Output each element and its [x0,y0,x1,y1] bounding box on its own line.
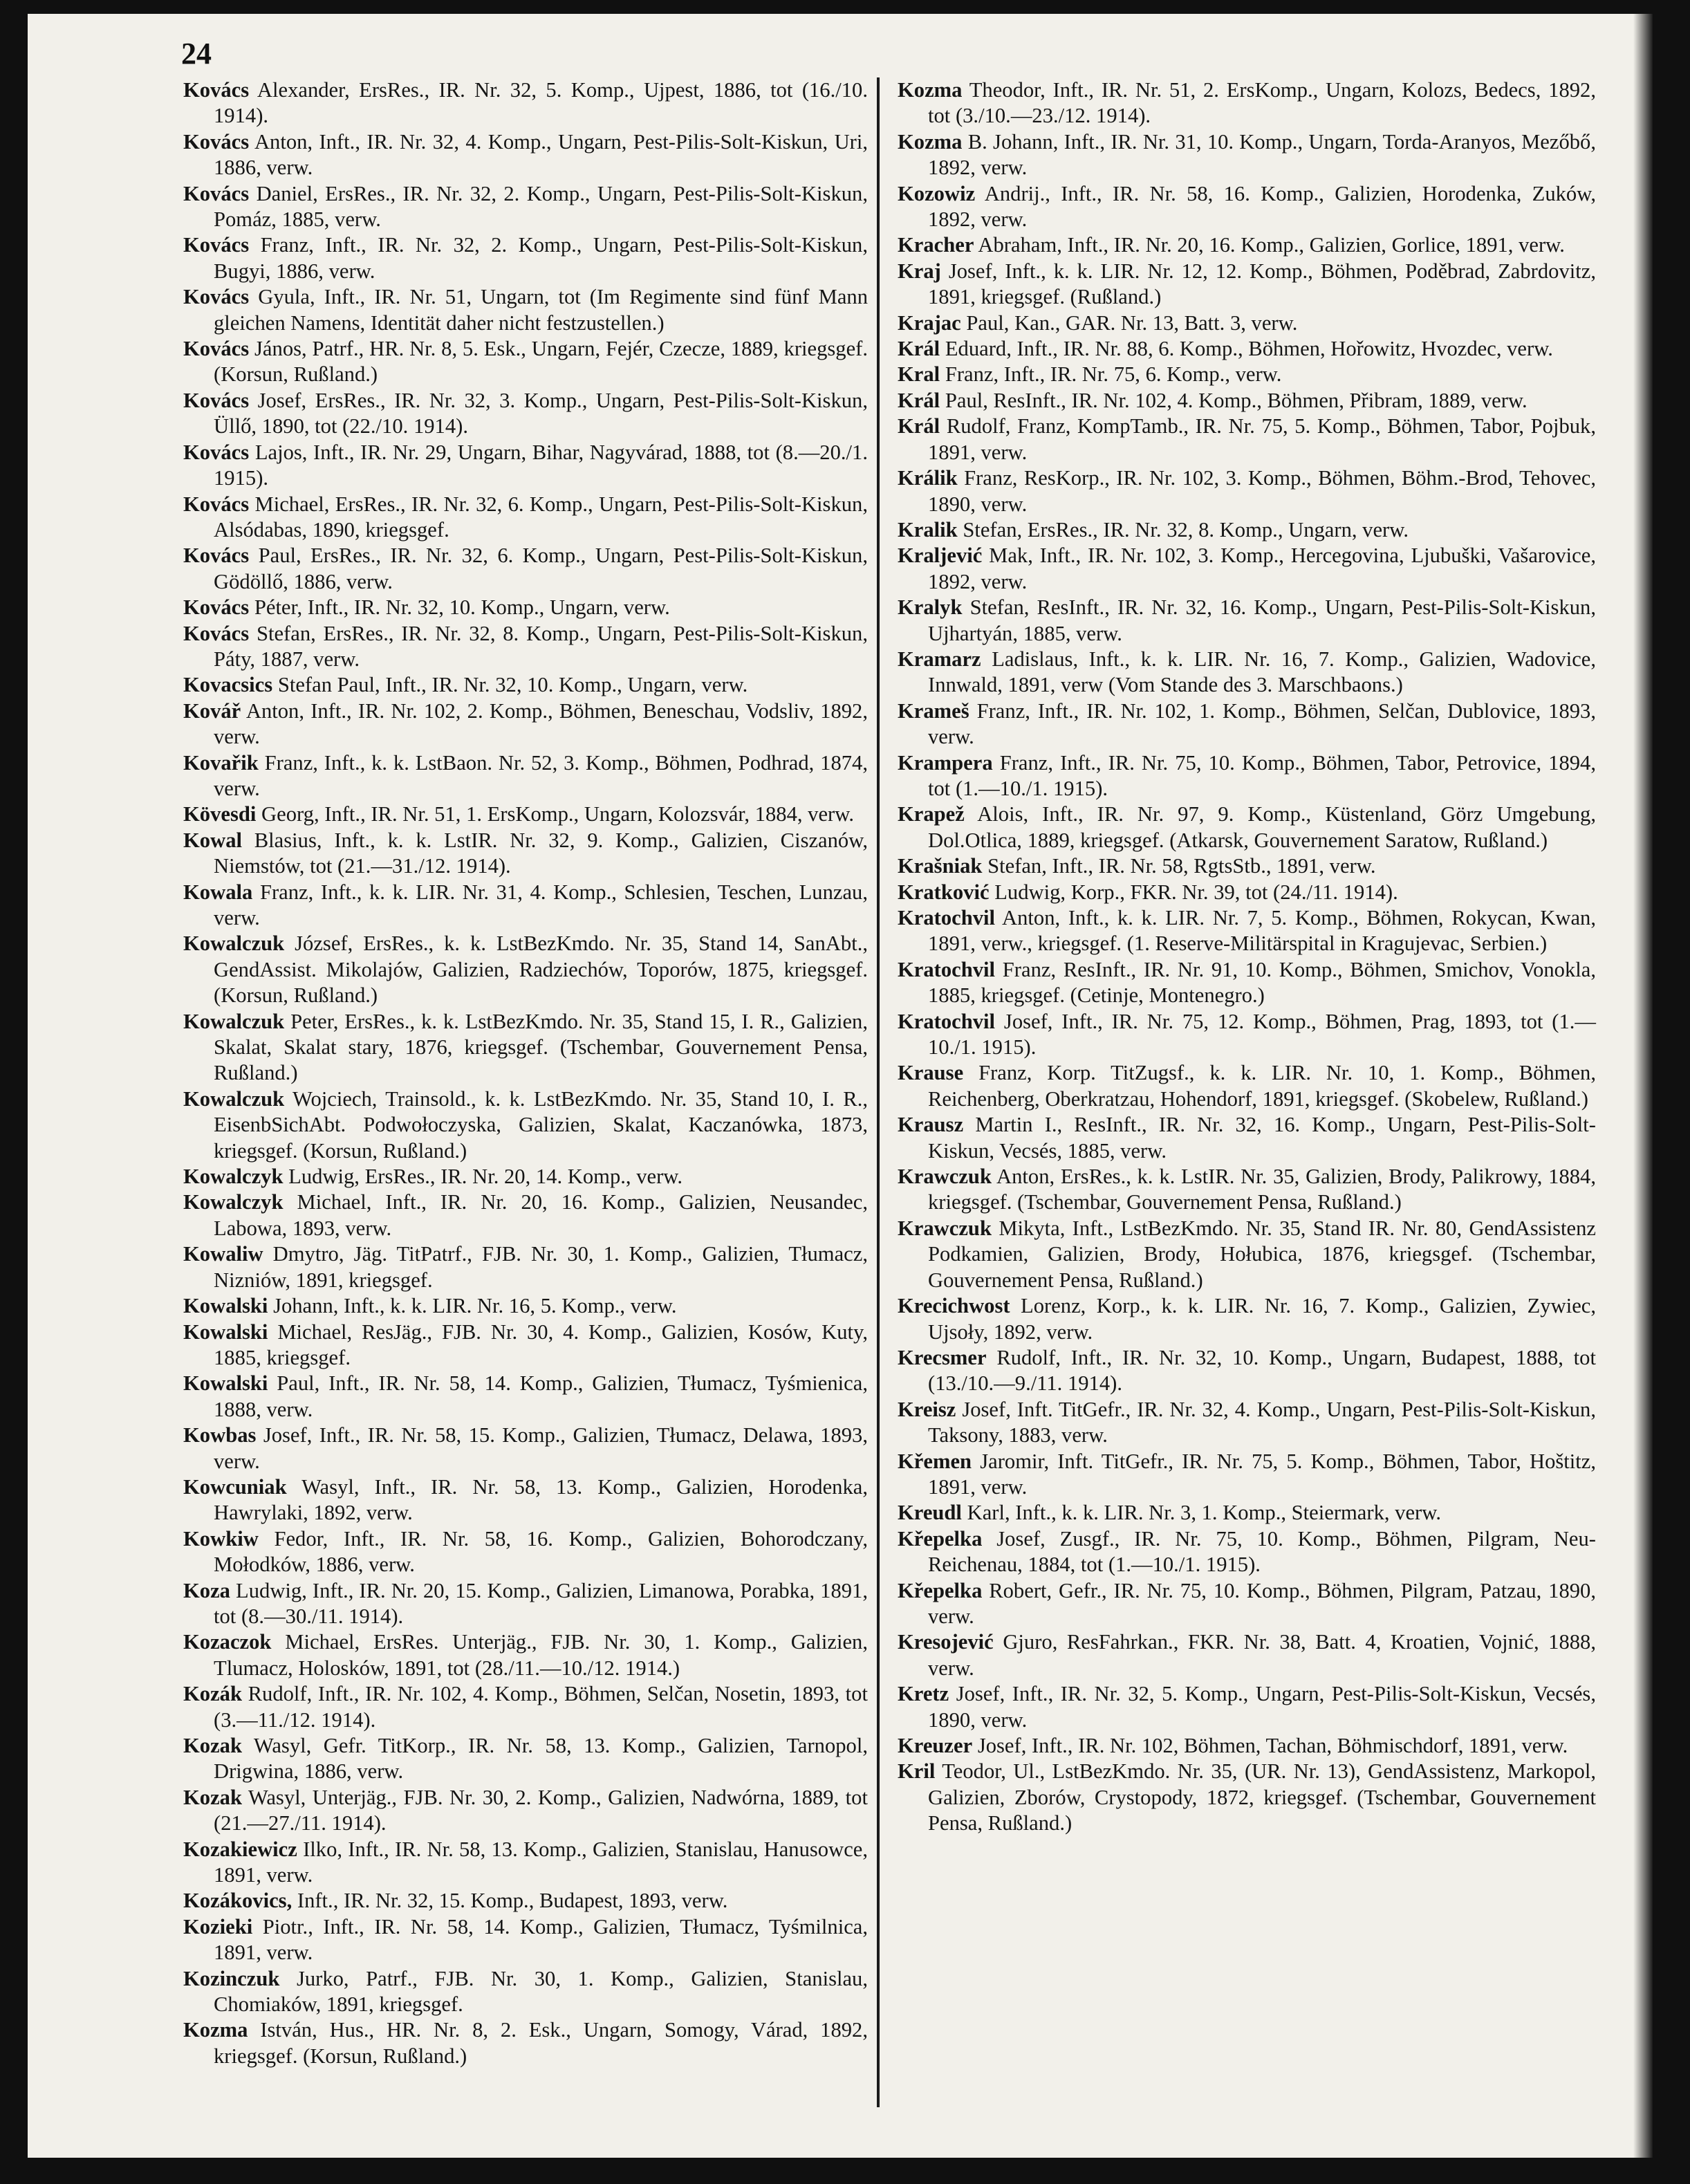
entry-surname: Kozinczuk [183,1966,280,1990]
right-column [898,77,1596,1837]
casualty-entry [183,336,868,388]
casualty-entry [898,1733,1596,1759]
entry-details: Blasius, Inft., k. k. LstIR. Nr. 32, 9. Komp., Galizien, Ciszanów, Niemstów, tot (21.—31./12. 1914). [214,828,868,878]
entry-surname: Kozma [898,78,963,102]
entry-details: Stefan, ErsRes., IR. Nr. 32, 8. Komp., Ungarn, verw. [963,517,1409,542]
entry-details: Alois, Inft., IR. Nr. 97, 9. Komp., Küstenland, Görz Umgebung, Dol.Otlica, 1889, kriegsgef. (Atkarsk, Gouvernement Saratow, Rußland.) [928,802,1596,852]
casualty-entry [183,1733,868,1785]
casualty-entry [898,1293,1596,1345]
binding-shadow [1633,14,1653,2158]
casualty-entry [898,1060,1596,1112]
left-column [183,77,868,2069]
entry-surname: Kovács [183,129,250,154]
entry-details: Teodor, Ul., LstBezKmdo. Nr. 35, (UR. Nr. 13), GendAssistenz, Markopol, Galizien, Zborów, Crystopody, 1872, kriegsgef. (Tschembar, Gouvernement Pensa, Rußland.) [928,1759,1596,1835]
entry-surname: Krapež [898,802,965,826]
entry-details: Josef, Inft. TitGefr., IR. Nr. 32, 4. Komp., Ungarn, Pest-Pilis-Solt-Kiskun, Taksony, 1883, verw. [928,1397,1596,1447]
entry-details: Ludwig, ErsRes., IR. Nr. 20, 14. Komp., verw. [288,1165,683,1189]
entry-details: Michael, ErsRes. Unterjäg., FJB. Nr. 30, 1. Komp., Galizien, Tlumacz, Holosków, 1891, tot (28./11.—10./12. 1914.) [214,1630,868,1680]
entry-details: Wojciech, Trainsold., k. k. LstBezKmdo. Nr. 35, Stand 10, I. R., EisenbSichAbt. Podwołoczyska, Galizien, Skalat, Kaczanówka, 1873, kriegsgef. (Korsun, Rußland.) [214,1086,868,1163]
entry-details: Josef, ErsRes., IR. Nr. 32, 3. Komp., Ungarn, Pest-Pilis-Solt-Kiskun, Üllő, 1890, tot (22./10. 1914). [214,388,868,438]
entry-details: Fedor, Inft., IR. Nr. 58, 16. Komp., Galizien, Bohorodczany, Mołodków, 1886, verw. [214,1526,868,1577]
entry-details: Rudolf, Inft., IR. Nr. 102, 4. Komp., Böhmen, Selčan, Nosetin, 1893, tot (3.—11./12. 1914). [214,1682,868,1732]
casualty-entry [183,129,868,181]
entry-surname: Král [898,337,940,361]
entry-details: Franz, Inft., k. k. LstBaon. Nr. 52, 3. Komp., Böhmen, Podhrad, 1874, verw. [214,750,868,800]
entry-surname: Kretz [898,1682,949,1706]
entry-surname: Král [898,414,940,438]
entry-surname: Kratochvil [898,906,996,929]
entry-details: Abraham, Inft., IR. Nr. 20, 16. Komp., Galizien, Gorlice, 1891, verw. [978,233,1565,257]
entry-details: Paul, ErsRes., IR. Nr. 32, 6. Komp., Ungarn, Pest-Pilis-Solt-Kiskun, Gödöllő, 1886, verw. [214,544,868,593]
entry-surname: Kowaliw [183,1242,263,1266]
casualty-entry [183,1371,868,1423]
casualty-entry [183,1526,868,1578]
casualty-entry [183,1241,868,1293]
casualty-entry [898,647,1596,698]
entry-surname: Kozieki [183,1914,253,1938]
entry-surname: Kraj [898,259,941,283]
entry-surname: Kozowiz [898,181,976,205]
casualty-entry [183,880,868,932]
entry-details: Ilko, Inft., IR. Nr. 58, 13. Komp., Galizien, Stanislau, Hanusowce, 1891, verw. [214,1837,869,1887]
entry-surname: Kracher [898,233,974,257]
casualty-entry [183,1966,868,2018]
entry-details: Andrij., Inft., IR. Nr. 58, 16. Komp., Galizien, Horodenka, Zuków, 1892, verw. [928,181,1596,232]
entry-details: Wasyl, Inft., IR. Nr. 58, 13. Komp., Galizien, Horodenka, Hawrylaki, 1892, verw. [214,1474,868,1525]
casualty-entry [183,388,868,440]
entry-surname: Krameš [898,698,969,723]
entry-surname: Kovář [183,698,241,723]
casualty-entry [183,1320,868,1371]
casualty-entry [183,1837,868,1889]
entry-details: Ludwig, Korp., FKR. Nr. 39, tot (24./11. 1914). [994,880,1398,904]
casualty-entry [183,232,868,284]
entry-details: Alexander, ErsRes., IR. Nr. 32, 5. Komp., Ujpest, 1886, tot (16./10. 1914). [214,78,868,128]
entry-surname: Kowalski [183,1320,268,1344]
entry-surname: Kowalczyk [183,1190,284,1214]
entry-surname: Kril [898,1759,936,1784]
casualty-entry [183,2017,868,2069]
entry-details: Dmytro, Jäg. TitPatrf., FJB. Nr. 30, 1. Komp., Galizien, Tłumacz, Nizniów, 1891, kriegsgef. [214,1242,868,1292]
entry-details: Stefan Paul, Inft., IR. Nr. 32, 10. Komp., Ungarn, verw. [277,673,748,697]
casualty-entry [898,1164,1596,1216]
casualty-entry [183,672,868,698]
casualty-entry [183,1888,868,1914]
casualty-entry [898,414,1596,465]
entry-surname: Koza [183,1578,230,1602]
entry-details: Eduard, Inft., IR. Nr. 88, 6. Komp., Böhmen, Hořowitz, Hvozdec, verw. [945,337,1553,361]
entry-details: Stefan, ResInft., IR. Nr. 32, 16. Komp., Ungarn, Pest-Pilis-Solt-Kiskun, Ujhartyán, 1885, verw. [928,595,1597,645]
entry-details: Michael, ErsRes., IR. Nr. 32, 6. Komp., Ungarn, Pest-Pilis-Solt-Kiskun, Alsódabas, 1890, kriegsgef. [214,492,868,542]
entry-surname: Kovács [183,285,250,309]
casualty-entry [898,957,1596,1009]
casualty-entry [898,311,1596,336]
casualty-entry [898,1681,1596,1733]
entry-surname: Král [898,388,940,412]
entry-surname: Kowalczuk [183,1009,285,1033]
casualty-entry [183,1086,868,1164]
casualty-entry [183,492,868,544]
entry-surname: Kreisz [898,1397,956,1421]
casualty-entry [898,1397,1596,1449]
entry-surname: Kovács [183,337,250,361]
entry-surname: Kovács [183,492,250,516]
entry-details: Mak, Inft., IR. Nr. 102, 3. Komp., Hercegovina, Ljubuški, Vašarovice, 1892, verw. [928,544,1596,593]
entry-details: Josef, Zusgf., IR. Nr. 75, 10. Komp., Böhmen, Pilgram, Neu-Reichenau, 1884, tot (1.—10./1. 1915). [928,1526,1596,1577]
entry-surname: Kovács [183,388,250,412]
entry-details: Wasyl, Gefr. TitKorp., IR. Nr. 58, 13. Komp., Galizien, Tarnopol, Drigwina, 1886, verw. [214,1734,868,1784]
casualty-entry [898,1526,1596,1578]
entry-surname: Kreudl [898,1501,962,1525]
entry-surname: Kozma [898,129,963,154]
entry-surname: Kövesdi [183,802,257,826]
entry-details: Jaromir, Inft. TitGefr., IR. Nr. 75, 5. Komp., Böhmen, Tabor, Hoštitz, 1891, verw. [928,1449,1596,1499]
entry-surname: Kowala [183,880,253,904]
entry-surname: Kozák [183,1682,242,1706]
entry-details: Anton, Inft., IR. Nr. 102, 2. Komp., Böhmen, Beneschau, Vodsliv, 1892, verw. [214,698,868,749]
casualty-entry [898,259,1596,311]
entry-surname: Kovařik [183,750,259,775]
entry-details: Franz, Inft., IR. Nr. 32, 2. Komp., Ungarn, Pest-Pilis-Solt-Kiskun, Bugyi, 1886, verw. [214,233,868,283]
entry-details: Franz, Inft., IR. Nr. 75, 6. Komp., verw. [945,362,1282,387]
casualty-entry [183,1009,868,1086]
entry-surname: Křemen [898,1449,972,1473]
entry-surname: Kramarz [898,647,981,671]
casualty-entry [898,1578,1596,1630]
entry-details: Franz, Inft., IR. Nr. 102, 1. Komp., Böhmen, Selčan, Dublovice, 1893, verw. [928,698,1597,749]
entry-surname: Kreuzer [898,1734,973,1757]
casualty-entry [183,440,868,492]
entry-details: Franz, ResInft., IR. Nr. 91, 10. Komp., Böhmen, Smichov, Vonokla, 1885, kriegsgef. (Cetinje, Montenegro.) [928,957,1596,1008]
entry-surname: Krecichwost [898,1294,1010,1318]
casualty-entry [898,1216,1596,1293]
entry-surname: Krausz [898,1113,964,1137]
entry-details: Paul, Inft., IR. Nr. 58, 14. Komp., Galizien, Tłumacz, Tyśmienica, 1888, verw. [214,1371,868,1421]
casualty-entry [898,517,1596,543]
entry-surname: Kratochvil [898,957,996,981]
entry-surname: Kovács [183,233,250,257]
entry-details: Anton, ErsRes., k. k. LstIR. Nr. 35, Galizien, Brody, Palikrowy, 1884, kriegsgef. (Tschembar, Gouvernement Pensa, Rußland.) [928,1165,1596,1214]
casualty-entry [183,284,868,336]
entry-surname: Kowalski [183,1371,268,1396]
entry-details: Josef, Inft., IR. Nr. 32, 5. Komp., Ungarn, Pest-Pilis-Solt-Kiskun, Vecsés, 1890, verw. [928,1682,1596,1732]
entry-surname: Králik [898,466,958,490]
entry-surname: Kowbas [183,1423,257,1447]
entry-details: Michael, Inft., IR. Nr. 20, 16. Komp., Galizien, Neusandec, Labowa, 1893, verw. [214,1190,868,1240]
casualty-entry [183,750,868,802]
casualty-entry [183,1190,868,1241]
entry-details: Inft., IR. Nr. 32, 15. Komp., Budapest, 1893, verw. [297,1889,728,1913]
entry-details: Stefan, Inft., IR. Nr. 58, RgtsStb., 1891, verw. [987,854,1376,878]
casualty-entry [183,1914,868,1966]
casualty-entry [898,129,1596,181]
casualty-entry [183,931,868,1008]
entry-surname: Krause [898,1061,964,1085]
entry-details: István, Hus., HR. Nr. 8, 2. Esk., Ungarn, Somogy, Várad, 1892, kriegsgef. (Korsun, Rußland.) [214,2018,868,2068]
casualty-entry [898,1629,1596,1681]
entry-surname: Krawczuk [898,1165,992,1189]
entry-surname: Kresojević [898,1630,994,1654]
entry-details: Karl, Inft., k. k. LIR. Nr. 3, 1. Komp., Steiermark, verw. [967,1501,1441,1525]
entry-surname: Kratković [898,880,990,904]
scanned-page [28,14,1653,2158]
entry-surname: Kovács [183,440,250,464]
entry-details: Rudolf, Inft., IR. Nr. 32, 10. Komp., Ungarn, Budapest, 1888, tot (13./10.—9./11. 1914). [928,1345,1596,1396]
entry-surname: Kozaczok [183,1630,272,1654]
entry-surname: Krajac [898,311,961,335]
entry-surname: Kowkiw [183,1526,259,1551]
entry-details: Michael, ResJäg., FJB. Nr. 30, 4. Komp., Galizien, Kosów, Kuty, 1885, kriegsgef. [214,1320,868,1369]
casualty-entry [183,621,868,673]
entry-surname: Kovács [183,78,250,102]
entry-surname: Kralik [898,517,958,542]
entry-details: Martin I., ResInft., IR. Nr. 32, 16. Komp., Ungarn, Pest-Pilis-Solt-Kiskun, Vecsés, 1885, verw. [928,1113,1596,1163]
entry-details: Theodor, Inft., IR. Nr. 51, 2. ErsKomp., Ungarn, Kolozs, Bedecs, 1892, tot (3./10.—23./12. 1914). [928,78,1596,128]
entry-details: Lorenz, Korp., k. k. LIR. Nr. 16, 7. Komp., Galizien, Zywiec, Ujsoły, 1892, verw. [928,1294,1596,1344]
entry-details: János, Patrf., HR. Nr. 8, 5. Esk., Ungarn, Fejér, Czecze, 1889, kriegsgef. (Korsun, Rußland.) [214,337,868,387]
page-number: 24 [181,37,212,71]
casualty-entry [183,181,868,233]
entry-details: Gjuro, ResFahrkan., FKR. Nr. 38, Batt. 4, Kroatien, Vojnić, 1888, verw. [928,1630,1596,1680]
entry-details: Mikyta, Inft., LstBezKmdo. Nr. 35, Stand IR. Nr. 80, GendAssistenz Podkamien, Galizien, Brody, Hołubica, 1876, kriegsgef. (Tschembar, Gouvernement Pensa, Rußland.) [928,1216,1596,1292]
casualty-entry [898,232,1596,258]
entry-surname: Kovacsics [183,673,273,697]
casualty-entry [898,1009,1596,1061]
entry-surname: Kovács [183,181,250,205]
casualty-entry [183,543,868,595]
entry-details: Gyula, Inft., IR. Nr. 51, Ungarn, tot (Im Regimente sind fünf Mann gleichen Namens, Identität daher nicht festzustellen.) [214,285,868,335]
entry-details: Paul, ResInft., IR. Nr. 102, 4. Komp., Böhmen, Přibram, 1889, verw. [945,388,1528,412]
entry-surname: Křepelka [898,1578,983,1602]
casualty-entry [183,802,868,827]
entry-surname: Kovács [183,621,250,645]
entry-surname: Kowcuniak [183,1474,287,1499]
entry-details: Ladislaus, Inft., k. k. LIR. Nr. 16, 7. Komp., Galizien, Wadovice, Innwald, 1891, verw (Vom Stande des 3. Marschbaons.) [928,647,1597,697]
casualty-entry [183,1578,868,1630]
entry-details: Rudolf, Franz, KompTamb., IR. Nr. 75, 5. Komp., Böhmen, Tabor, Pojbuk, 1891, verw. [928,414,1596,464]
casualty-entry [183,1423,868,1474]
entry-surname: Kraljević [898,544,983,568]
entry-surname: Kowalczyk [183,1165,284,1189]
casualty-entry [898,336,1596,362]
casualty-entry [898,1112,1596,1164]
entry-details: Piotr., Inft., IR. Nr. 58, 14. Komp., Galizien, Tłumacz, Tyśmilnica, 1891, verw. [214,1914,869,1965]
entry-details: Peter, ErsRes., k. k. LstBezKmdo. Nr. 35, Stand 15, I. R., Galizien, Skalat, Skalat stary, 1876, kriegsgef. (Tschembar, Gouvernement Pensa, Rußland.) [214,1009,868,1085]
entry-details: Stefan, ErsRes., IR. Nr. 32, 8. Komp., Ungarn, Pest-Pilis-Solt-Kiskun, Páty, 1887, verw. [214,621,868,671]
entry-details: Péter, Inft., IR. Nr. 32, 10. Komp., Ungarn, verw. [254,595,670,620]
casualty-entry [183,595,868,620]
casualty-entry [898,595,1596,647]
entry-details: Josef, Inft., IR. Nr. 102, Böhmen, Tachan, Böhmischdorf, 1891, verw. [977,1734,1568,1757]
casualty-entry [898,853,1596,879]
casualty-entry [898,1500,1596,1526]
entry-surname: Kral [898,362,940,387]
entry-details: Ludwig, Inft., IR. Nr. 20, 15. Komp., Galizien, Limanowa, Porabka, 1891, tot (8.—30./11. 1914). [214,1578,868,1628]
entry-surname: Kozma [183,2018,248,2042]
casualty-entry [898,543,1596,595]
entry-details: Lajos, Inft., IR. Nr. 29, Ungarn, Bihar, Nagyvárad, 1888, tot (8.—20./1. 1915). [214,440,868,490]
casualty-entry [183,1629,868,1681]
casualty-entry [898,362,1596,387]
entry-details: Wasyl, Unterjäg., FJB. Nr. 30, 2. Komp., Galizien, Nadwórna, 1889, tot (21.—27./11. 1914). [214,1785,868,1835]
casualty-entry [898,1759,1596,1836]
casualty-entry [898,465,1596,517]
entry-details: Paul, Kan., GAR. Nr. 13, Batt. 3, verw. [966,311,1298,335]
entry-surname: Krampera [898,750,993,775]
entry-surname: Kowalczuk [183,932,285,956]
casualty-entry [183,1164,868,1190]
casualty-entry [183,77,868,129]
entry-details: Robert, Gefr., IR. Nr. 75, 10. Komp., Böhmen, Pilgram, Patzau, 1890, verw. [928,1578,1596,1628]
casualty-entry [898,880,1596,905]
entry-surname: Krecsmer [898,1345,987,1369]
entry-surname: Kozakiewicz [183,1837,297,1861]
entry-details: Jurko, Patrf., FJB. Nr. 30, 1. Komp., Galizien, Stanislau, Chomiaków, 1891, kriegsgef. [214,1966,869,2017]
entry-details: Franz, Inft., IR. Nr. 75, 10. Komp., Böhmen, Tabor, Petrovice, 1894, tot (1.—10./1. 1915). [928,750,1596,800]
entry-details: Franz, ResKorp., IR. Nr. 102, 3. Komp., Böhmen, Böhm.-Brod, Tehovec, 1890, verw. [928,466,1596,516]
entry-surname: Krašniak [898,854,983,878]
entry-surname: Kowal [183,828,242,852]
entry-details: Franz, Inft., k. k. LIR. Nr. 31, 4. Komp., Schlesien, Teschen, Lunzau, verw. [214,880,869,929]
entry-details: Georg, Inft., IR. Nr. 51, 1. ErsKomp., Ungarn, Kolozsvár, 1884, verw. [261,802,854,826]
casualty-entry [898,388,1596,414]
casualty-entry [183,698,868,750]
casualty-entry [183,1474,868,1526]
entry-surname: Kozak [183,1734,242,1757]
casualty-entry [898,181,1596,233]
entry-surname: Kovács [183,544,250,568]
entry-details: Anton, Inft., IR. Nr. 32, 4. Komp., Ungarn, Pest-Pilis-Solt-Kiskun, Uri, 1886, verw. [214,129,868,180]
entry-surname: Kratochvil [898,1009,996,1033]
entry-details: Johann, Inft., k. k. LIR. Nr. 16, 5. Komp., verw. [273,1294,677,1318]
entry-details: Josef, Inft., IR. Nr. 75, 12. Komp., Böhmen, Prag, 1893, tot (1.—10./1. 1915). [928,1009,1596,1059]
entry-surname: Kozak [183,1785,242,1809]
column-divider [877,77,880,2107]
casualty-entry [183,1785,868,1837]
casualty-entry [898,905,1596,957]
casualty-entry [183,1681,868,1733]
entry-details: Daniel, ErsRes., IR. Nr. 32, 2. Komp., Ungarn, Pest-Pilis-Solt-Kiskun, Pomáz, 1885, verw. [214,181,868,232]
entry-surname: Krawczuk [898,1216,992,1240]
casualty-entry [898,77,1596,129]
entry-details: Anton, Inft., k. k. LIR. Nr. 7, 5. Komp., Böhmen, Rokycan, Kwan, 1891, verw., kriegsgef. (1. Reserve-Militärspital in Kragujevac, Serbien.) [928,906,1596,956]
entry-surname: Křepelka [898,1526,983,1551]
casualty-entry [183,828,868,880]
entry-surname: Kovács [183,595,250,620]
casualty-entry [898,750,1596,802]
entry-details: Josef, Inft., k. k. LIR. Nr. 12, 12. Komp., Böhmen, Poděbrad, Zabrdovitz, 1891, kriegsgef. (Rußland.) [928,259,1596,309]
entry-surname: Kralyk [898,595,963,620]
entry-surname: Kowalski [183,1294,268,1318]
casualty-entry [898,1449,1596,1501]
casualty-entry [183,1293,868,1319]
casualty-entry [898,698,1596,750]
entry-surname: Kozákovics, [183,1889,292,1913]
entry-details: B. Johann, Inft., IR. Nr. 31, 10. Komp., Ungarn, Torda-Aranyos, Mezőbő, 1892, verw. [928,129,1597,180]
casualty-entry [898,802,1596,853]
casualty-entry [898,1345,1596,1397]
entry-details: Josef, Inft., IR. Nr. 58, 15. Komp., Galizien, Tłumacz, Delawa, 1893, verw. [214,1423,868,1473]
entry-details: József, ErsRes., k. k. LstBezKmdo. Nr. 35, Stand 14, SanAbt., GendAssist. Mikolajów, Galizien, Radziechów, Toporów, 1875, kriegsgef. (Korsun, Rußland.) [214,932,868,1008]
entry-details: Franz, Korp. TitZugsf., k. k. LIR. Nr. 10, 1. Komp., Böhmen, Reichenberg, Oberkratzau, Hohendorf, 1891, kriegsgef. (Skobelew, Rußland.) [928,1061,1596,1111]
entry-surname: Kowalczuk [183,1086,285,1111]
